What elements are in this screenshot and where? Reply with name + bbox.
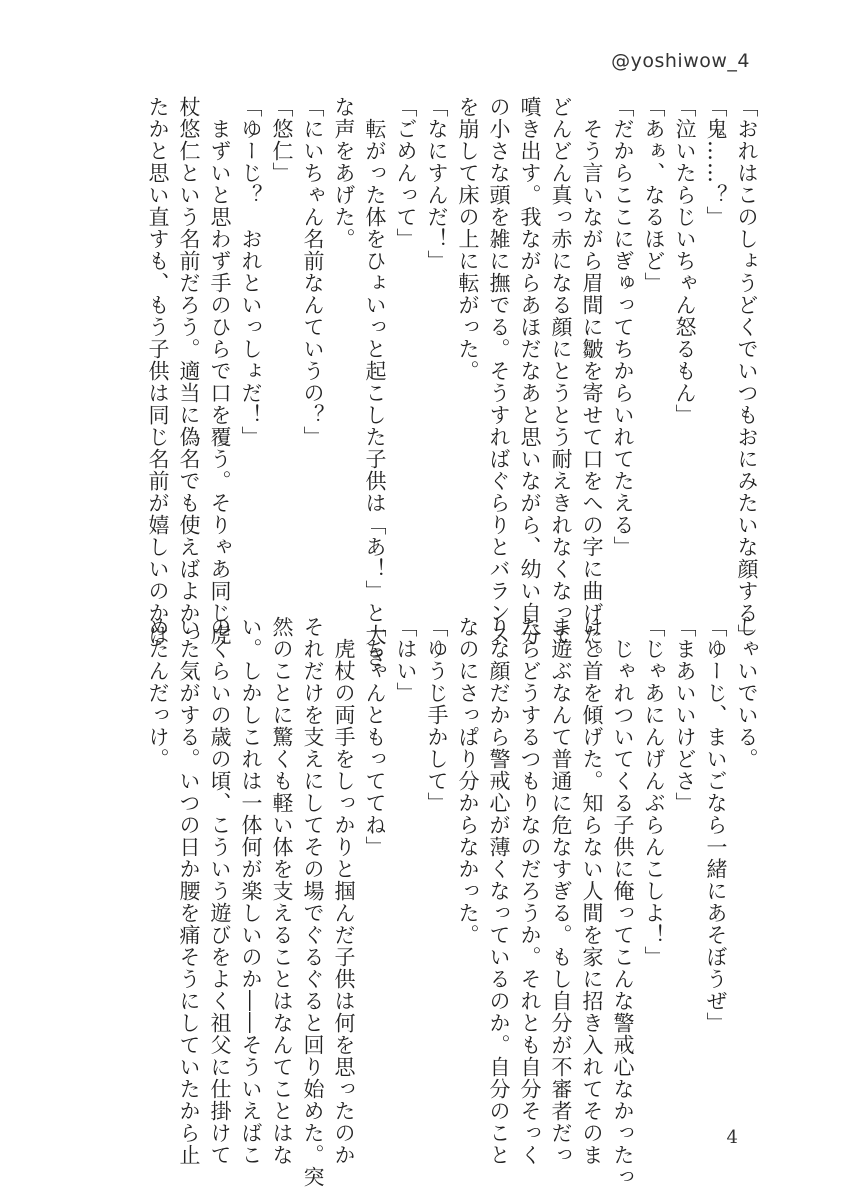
text-line: 然のことに驚くも軽い体を支えることはなんてことはな — [270, 616, 294, 1166]
text-line: なのにさっぱり分からなかった。 — [456, 616, 480, 946]
text-line: どんどん真っ赤になる顔にとうとう耐えきれなくなって — [549, 96, 573, 646]
text-line: 杖悠仁という名前だろう。適当に偽名でも使えばよかっ — [177, 96, 201, 646]
text-line: それだけを支えにしてその場でぐるぐると回り始めた。突 — [301, 616, 325, 1188]
text-line: そう言いながら眉間に皺を寄せて口をへの字に曲げた。 — [580, 96, 604, 668]
text-line: な声をあげた。 — [332, 96, 356, 250]
text-line: いた気がする。いつの日か腰を痛そうにしていたから止 — [177, 616, 201, 1166]
text-line: 「ごめんって」 — [394, 96, 418, 250]
page-number: 4 — [726, 1127, 738, 1148]
text-line: めたんだっけ。 — [146, 616, 170, 770]
text-line: 「あぁ、なるほど」 — [642, 96, 666, 294]
text-line: 「まあいいけどさ」 — [673, 616, 697, 814]
text-line: 「はい」 — [394, 616, 418, 704]
text-line: りな顔だから警戒心が薄くなっているのか。自分のこと — [487, 616, 511, 1166]
lower-text-block — [142, 616, 762, 1188]
text-line: 「泣いたらじいちゃん怒るもん」 — [673, 96, 697, 426]
text-line: ま遊ぶなんて普通に危なすぎる。もし自分が不審者だっ — [549, 616, 573, 1166]
text-line: 「悠仁」 — [270, 96, 294, 184]
text-line: 「にいちゃん名前なんていうの？」 — [301, 96, 325, 448]
text-line: 「ちゃんともっててね」 — [363, 616, 387, 858]
text-line: い。しかしこれは一体何が楽しいのか――そういえばこ — [239, 616, 263, 1166]
text-line: まずいと思わず手のひらで口を覆う。そりゃあ同じ虎 — [208, 96, 232, 646]
text-line: 「ゆーじ？ おれといっしょだ！」 — [239, 96, 263, 448]
text-line: 虎杖の両手をしっかりと掴んだ子供は何を思ったのか — [332, 616, 356, 1166]
text-line: 「じゃあにんげんぶらんこしよ！」 — [642, 616, 666, 968]
text-line: たかと思い直すも、もう子供は同じ名前が嬉しいのかは — [146, 96, 170, 646]
text-line: 噴き出す。我ながらあほだなあと思いながら、幼い自分 — [518, 96, 542, 646]
text-line: の小さな頭を雑に撫でる。そうすればぐらりとバランス — [487, 96, 511, 646]
text-line: のくらいの歳の頃、こういう遊びをよく祖父に仕掛けて — [208, 616, 232, 1166]
text-line: 「ゆーじ、まいごなら一緒にあそぼうぜ」 — [704, 616, 728, 1034]
text-line: たらどうするつもりなのだろうか。それとも自分そっく — [518, 616, 542, 1166]
text-line: 転がった体をひょいっと起こした子供は「あ！」と大き — [363, 96, 387, 668]
author-handle: @yoshiwow_4 — [611, 50, 750, 72]
text-line: 「ゆうじ手かして」 — [425, 616, 449, 814]
text-line: を崩して床の上に転がった。 — [456, 96, 480, 382]
text-line: 「おれはこのしょうどくでいつもおにみたいな顔する」 — [735, 96, 759, 646]
text-line: 「だからここにぎゅってちからいれてたえる」 — [611, 96, 635, 558]
text-line: 「なにすんだ！」 — [425, 96, 449, 272]
text-line: しゃいでいる。 — [735, 616, 759, 770]
text-line: 「鬼……？」 — [704, 96, 728, 228]
text-line: じゃれついてくる子供に俺ってこんな警戒心なかったっ — [611, 616, 635, 1188]
text-line: けと首を傾げた。知らない人間を家に招き入れてそのま — [580, 616, 604, 1166]
